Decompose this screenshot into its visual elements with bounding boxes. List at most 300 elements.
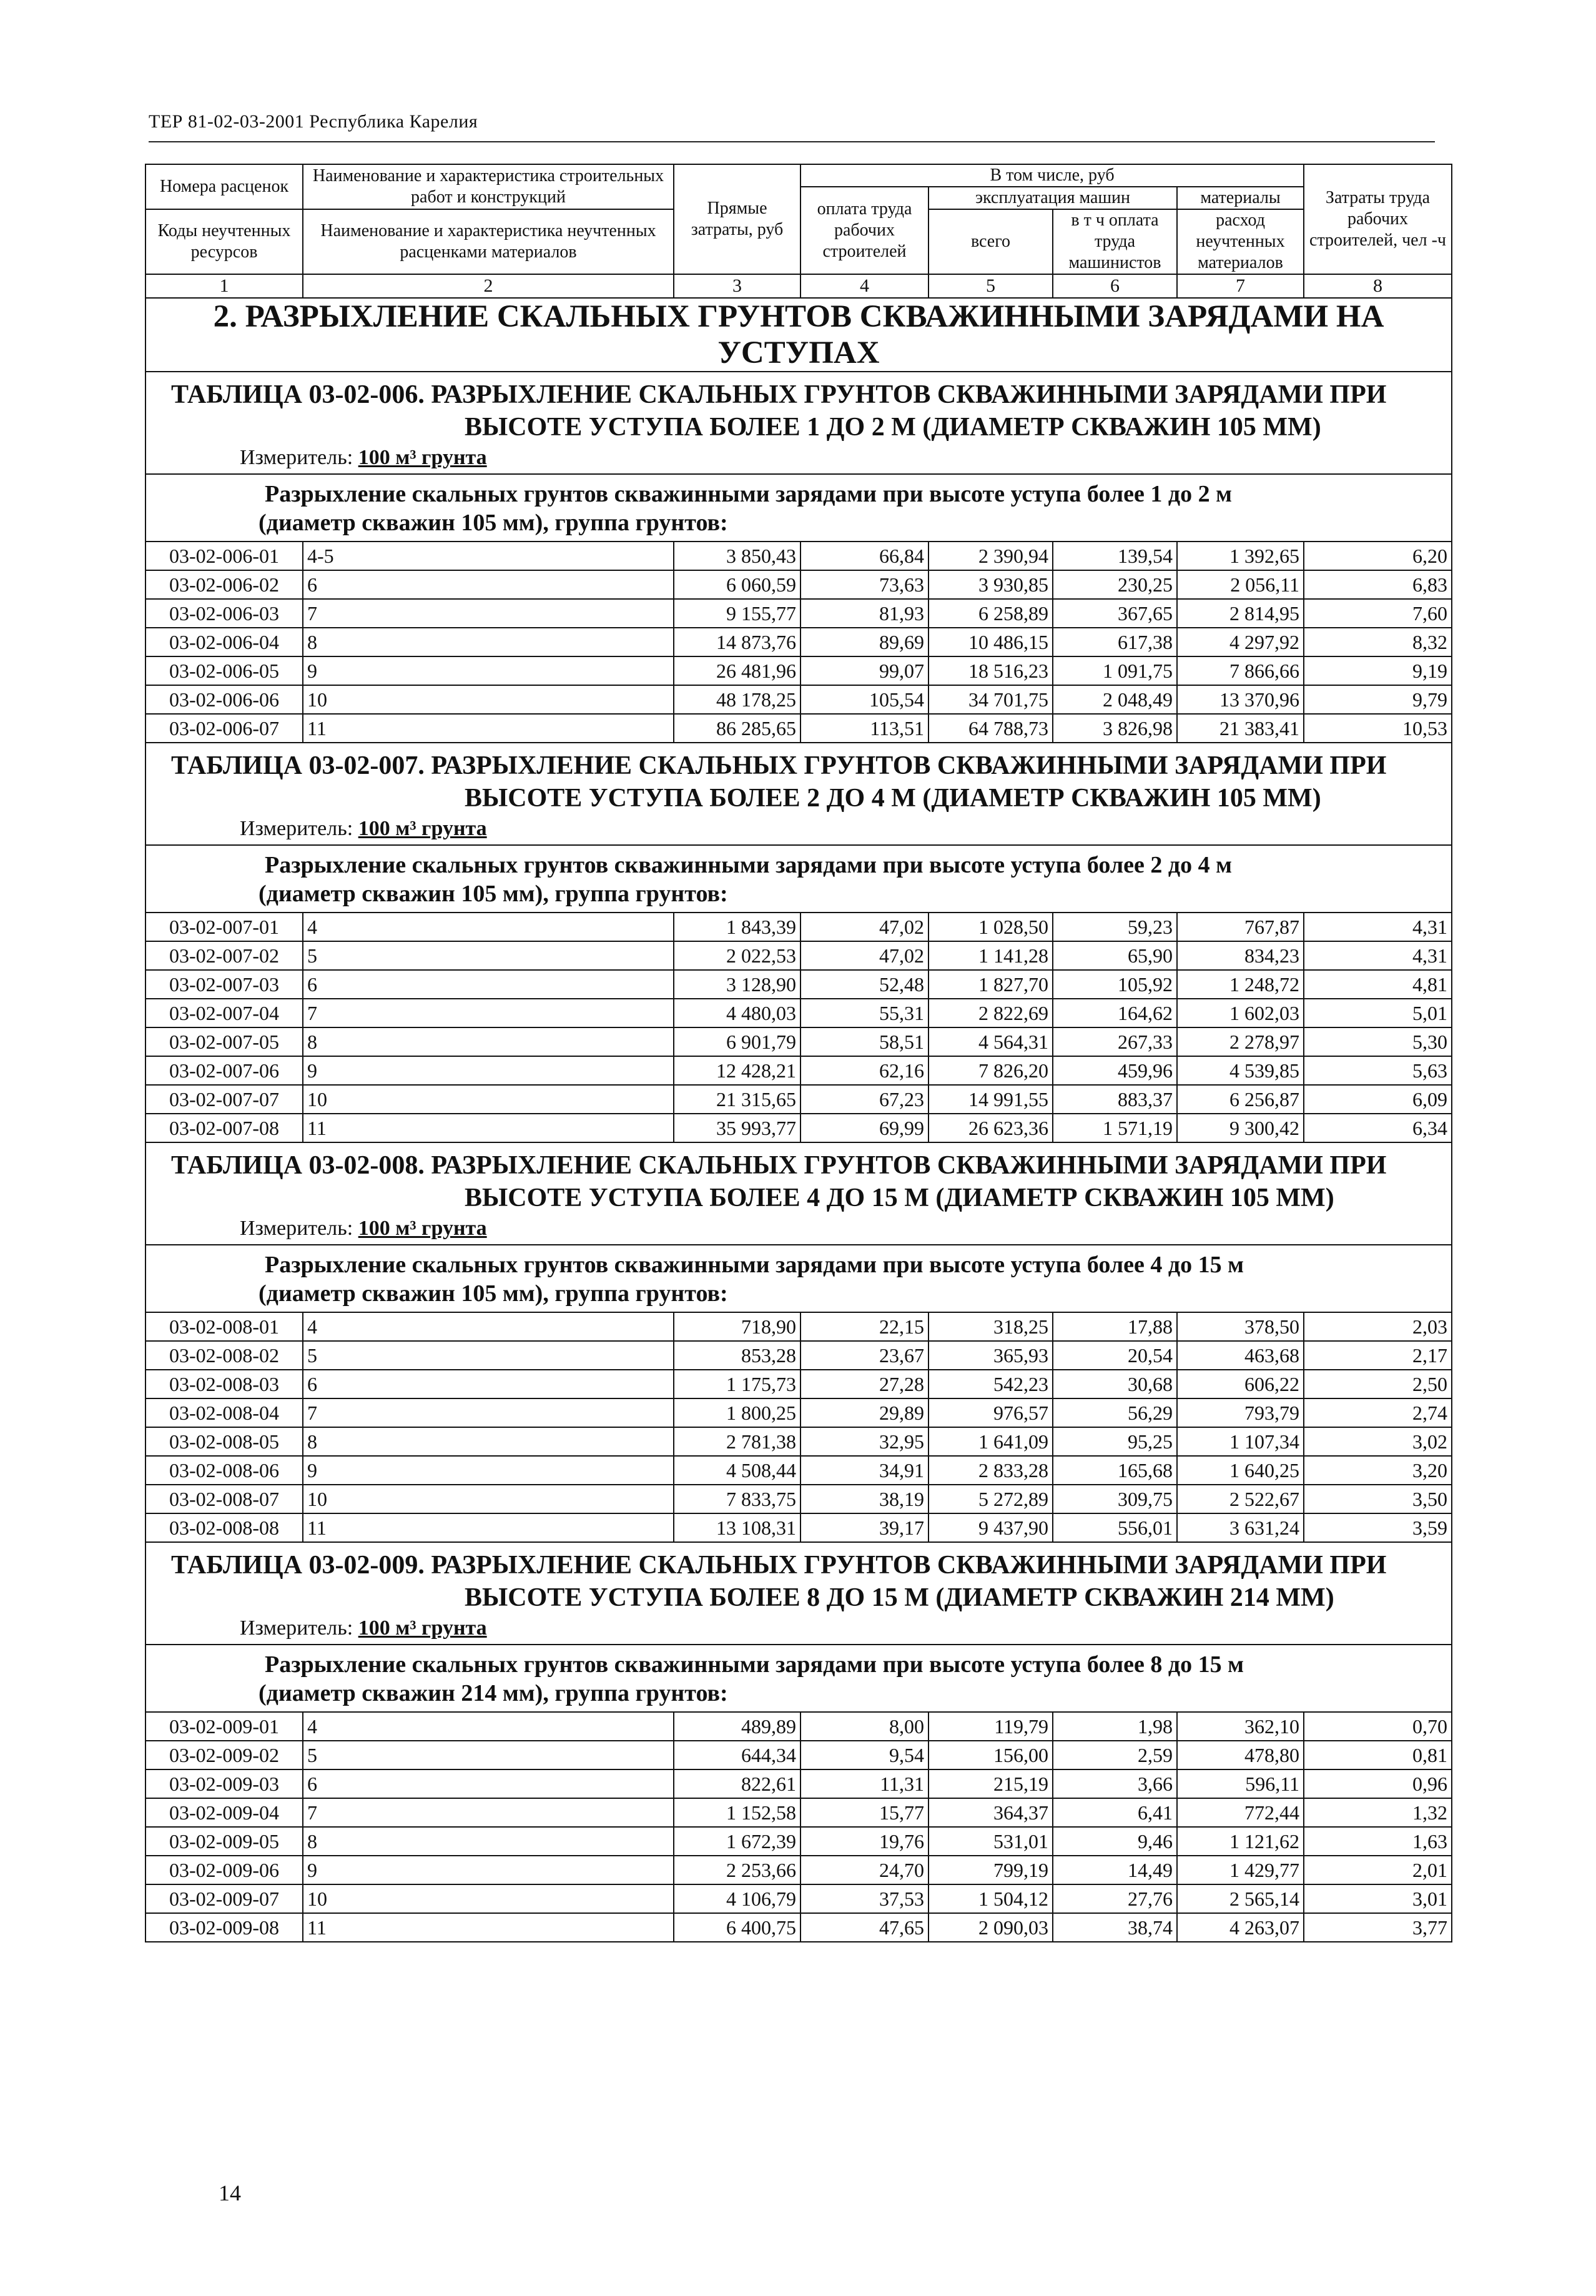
- table-cell: 834,23: [1177, 941, 1304, 970]
- table-cell: 14 873,76: [674, 628, 800, 656]
- table-cell: 47,02: [800, 941, 929, 970]
- table-cell: 976,57: [929, 1398, 1053, 1427]
- table-cell: 03-02-009-04: [145, 1798, 303, 1827]
- table-cell: 853,28: [674, 1341, 800, 1370]
- table-row: [145, 1913, 1452, 1942]
- table-cell: 2,74: [1304, 1398, 1452, 1427]
- table-cell: 13 370,96: [1177, 685, 1304, 714]
- table-row: [145, 1798, 1452, 1827]
- table-cell: 215,19: [929, 1769, 1053, 1798]
- table-cell: 03-02-009-05: [145, 1827, 303, 1856]
- table-cell: 4 106,79: [674, 1884, 800, 1913]
- measure-unit: 100 м³ грунта: [358, 1217, 487, 1240]
- table-description: [145, 1645, 1452, 1712]
- table-cell: 11: [303, 1913, 674, 1942]
- measure-unit: 100 м³ грунта: [358, 817, 487, 840]
- table-cell: 8: [303, 1427, 674, 1456]
- table-cell: 22,15: [800, 1312, 929, 1341]
- table-cell: 2,17: [1304, 1341, 1452, 1370]
- table-cell: 2 822,69: [929, 999, 1053, 1027]
- table-cell: 6 901,79: [674, 1027, 800, 1056]
- table-row: [145, 941, 1452, 970]
- table-cell: 165,68: [1053, 1456, 1177, 1485]
- table-cell: 48 178,25: [674, 685, 800, 714]
- table-cell: 9 155,77: [674, 599, 800, 628]
- table-title-line-2: ВЫСОТЕ УСТУПА БОЛЕЕ 8 ДО 15 М (ДИАМЕТР СКВАЖИН 214 ММ): [465, 1583, 1334, 1612]
- table-cell: 8: [303, 628, 674, 656]
- col-materials: материалы: [1177, 187, 1304, 209]
- table-cell: 11,31: [800, 1769, 929, 1798]
- table-cell: 69,99: [800, 1114, 929, 1142]
- table-cell: 27,28: [800, 1370, 929, 1398]
- section: [145, 298, 1452, 372]
- table-cell: 2,59: [1053, 1741, 1177, 1769]
- column-number: 3: [674, 274, 800, 298]
- table-cell: 3 128,90: [674, 970, 800, 999]
- table-title-line-1: ТАБЛИЦА 03-02-009. РАЗРЫХЛЕНИЕ СКАЛЬНЫХ ГРУНТОВ СКВАЖИННЫМИ ЗАРЯДАМИ ПРИ: [171, 1551, 1387, 1580]
- table-cell: 4: [303, 1312, 674, 1341]
- table-cell: 596,11: [1177, 1769, 1304, 1798]
- table-cell: 9,54: [800, 1741, 929, 1769]
- table-cell: 4: [303, 1712, 674, 1741]
- table-cell: 7: [303, 599, 674, 628]
- table-cell: 0,96: [1304, 1769, 1452, 1798]
- table-cell: 21 383,41: [1177, 714, 1304, 743]
- table-cell: 9,79: [1304, 685, 1452, 714]
- table-cell: 3,01: [1304, 1884, 1452, 1913]
- table-cell: 03-02-008-04: [145, 1398, 303, 1427]
- table-cell: 3 631,24: [1177, 1513, 1304, 1542]
- description-line-2: (диаметр скважин 214 мм), группа грунтов:: [259, 1680, 728, 1706]
- table-cell: 35 993,77: [674, 1114, 800, 1142]
- table-cell: 318,25: [929, 1312, 1053, 1341]
- table-cell: 7 826,20: [929, 1056, 1053, 1085]
- table-cell: 03-02-006-03: [145, 599, 303, 628]
- table-row: [145, 1427, 1452, 1456]
- table-cell: 9: [303, 1456, 674, 1485]
- section-title: 2. РАЗРЫХЛЕНИЕ СКАЛЬНЫХ ГРУНТОВ СКВАЖИННЫМИ ЗАРЯДАМИ НА УСТУПАХ: [145, 298, 1452, 372]
- price-sheet: [145, 164, 1451, 1942]
- table-cell: 1 640,25: [1177, 1456, 1304, 1485]
- col-machines: эксплуатация машин: [929, 187, 1177, 209]
- table-cell: 6,34: [1304, 1114, 1452, 1142]
- table-cell: 03-02-007-02: [145, 941, 303, 970]
- table-cell: 8,00: [800, 1712, 929, 1741]
- table-cell: 9: [303, 1856, 674, 1884]
- table-cell: 1 641,09: [929, 1427, 1053, 1456]
- table-cell: 4 564,31: [929, 1027, 1053, 1056]
- table-cell: 3,66: [1053, 1769, 1177, 1798]
- table-cell: 2 833,28: [929, 1456, 1053, 1485]
- table-cell: 1 843,39: [674, 913, 800, 941]
- description-line-1: Разрыхление скальных грунтов скважинными зарядами при высоте уступа более 2 до 4 м: [265, 852, 1233, 878]
- table-cell: 03-02-006-04: [145, 628, 303, 656]
- table-cell: 230,25: [1053, 570, 1177, 599]
- table-cell: 309,75: [1053, 1485, 1177, 1513]
- table-cell: 1 121,62: [1177, 1827, 1304, 1856]
- table-description: [145, 1245, 1452, 1312]
- table-cell: 5: [303, 1341, 674, 1370]
- table-cell: 56,29: [1053, 1398, 1177, 1427]
- table-cell: 10: [303, 685, 674, 714]
- table-row: [145, 913, 1452, 941]
- table-cell: 1 107,34: [1177, 1427, 1304, 1456]
- table-cell: 47,02: [800, 913, 929, 941]
- table-row: [145, 542, 1452, 570]
- col-codes-top: Номера расценок: [145, 164, 303, 209]
- table-cell: 105,54: [800, 685, 929, 714]
- table-row: [145, 1884, 1452, 1913]
- table-cell: 2 814,95: [1177, 599, 1304, 628]
- table-description: [145, 474, 1452, 542]
- table-cell: 3,02: [1304, 1427, 1452, 1456]
- table-cell: 1,98: [1053, 1712, 1177, 1741]
- table-cell: 164,62: [1053, 999, 1177, 1027]
- table-cell: 14 991,55: [929, 1085, 1053, 1114]
- measure-label: Измеритель:: [240, 446, 353, 469]
- table-cell: 8: [303, 1827, 674, 1856]
- table-cell: 34 701,75: [929, 685, 1053, 714]
- table-cell: 12 428,21: [674, 1056, 800, 1085]
- table-cell: 10: [303, 1884, 674, 1913]
- table-cell: 6: [303, 970, 674, 999]
- table-cell: 5,30: [1304, 1027, 1452, 1056]
- table-cell: 2 278,97: [1177, 1027, 1304, 1056]
- table-cell: 606,22: [1177, 1370, 1304, 1398]
- col-codes-bottom: Коды неучтенных ресурсов: [145, 209, 303, 274]
- table-cell: 34,91: [800, 1456, 929, 1485]
- table-cell: 139,54: [1053, 542, 1177, 570]
- table-row: [145, 1856, 1452, 1884]
- table-cell: 38,74: [1053, 1913, 1177, 1942]
- table-header: [145, 164, 1452, 298]
- table-cell: 39,17: [800, 1513, 929, 1542]
- col-labor: Затраты труда рабочих строителей, чел -ч: [1304, 164, 1452, 274]
- table-cell: 1 175,73: [674, 1370, 800, 1398]
- table-cell: 1,32: [1304, 1798, 1452, 1827]
- table-row: [145, 1513, 1452, 1542]
- table-cell: 459,96: [1053, 1056, 1177, 1085]
- description-line-2: (диаметр скважин 105 мм), группа грунтов:: [259, 510, 728, 536]
- table-cell: 718,90: [674, 1312, 800, 1341]
- col-machinist-wages: в т ч оплата труда машинистов: [1053, 209, 1177, 274]
- table-cell: 1 827,70: [929, 970, 1053, 999]
- table-cell: 5,01: [1304, 999, 1452, 1027]
- table-cell: 7,60: [1304, 599, 1452, 628]
- table-cell: 19,76: [800, 1827, 929, 1856]
- table-cell: 03-02-007-03: [145, 970, 303, 999]
- table-row: [145, 1741, 1452, 1769]
- description-line-2: (диаметр скважин 105 мм), группа грунтов:: [259, 881, 728, 907]
- table-cell: 1,63: [1304, 1827, 1452, 1856]
- col-including: В том числе, руб: [800, 164, 1304, 187]
- table-cell: 2,01: [1304, 1856, 1452, 1884]
- table-cell: 367,65: [1053, 599, 1177, 628]
- table-cell: 14,49: [1053, 1856, 1177, 1884]
- table-cell: 822,61: [674, 1769, 800, 1798]
- table-row: [145, 1341, 1452, 1370]
- table-cell: 03-02-007-08: [145, 1114, 303, 1142]
- measure-label: Измеритель:: [240, 1616, 353, 1640]
- table-cell: 03-02-008-08: [145, 1513, 303, 1542]
- table-cell: 6,83: [1304, 570, 1452, 599]
- table-row: [145, 1827, 1452, 1856]
- description-line-2: (диаметр скважин 105 мм), группа грунтов:: [259, 1280, 728, 1307]
- table-cell: 1 028,50: [929, 913, 1053, 941]
- table-cell: 2 090,03: [929, 1913, 1053, 1942]
- table-row: [145, 1027, 1452, 1056]
- table-row: [145, 1370, 1452, 1398]
- table-cell: 03-02-008-05: [145, 1427, 303, 1456]
- table-cell: 4,81: [1304, 970, 1452, 999]
- table-cell: 03-02-009-08: [145, 1913, 303, 1942]
- table-cell: 65,90: [1053, 941, 1177, 970]
- table-cell: 362,10: [1177, 1712, 1304, 1741]
- table-cell: 5: [303, 941, 674, 970]
- table-cell: 772,44: [1177, 1798, 1304, 1827]
- table-cell: 1 504,12: [929, 1884, 1053, 1913]
- table-cell: 2 056,11: [1177, 570, 1304, 599]
- header-rule: [149, 141, 1435, 142]
- table-cell: 9: [303, 1056, 674, 1085]
- description-line-1: Разрыхление скальных грунтов скважинными зарядами при высоте уступа более 4 до 15 м: [265, 1252, 1244, 1278]
- table-cell: 4 539,85: [1177, 1056, 1304, 1085]
- table-cell: 644,34: [674, 1741, 800, 1769]
- measure: [145, 1614, 1452, 1645]
- table-cell: 2 253,66: [674, 1856, 800, 1884]
- column-number: 8: [1304, 274, 1452, 298]
- col-unaccounted-materials: расход неучтенных материалов: [1177, 209, 1304, 274]
- table-cell: 03-02-008-03: [145, 1370, 303, 1398]
- table-cell: 5: [303, 1741, 674, 1769]
- column-number: 4: [800, 274, 929, 298]
- measure-label: Измеритель:: [240, 1217, 353, 1240]
- table-cell: 489,89: [674, 1712, 800, 1741]
- table-cell: 2 048,49: [1053, 685, 1177, 714]
- table-row: [145, 999, 1452, 1027]
- table-cell: 03-02-006-05: [145, 656, 303, 685]
- table-cell: 7 866,66: [1177, 656, 1304, 685]
- col-name-top: Наименование и характеристика строительных работ и конструкций: [303, 164, 674, 209]
- table-cell: 47,65: [800, 1913, 929, 1942]
- table-cell: 03-02-007-04: [145, 999, 303, 1027]
- table-cell: 556,01: [1053, 1513, 1177, 1542]
- table-cell: 9: [303, 656, 674, 685]
- table-cell: 4-5: [303, 542, 674, 570]
- table-cell: 55,31: [800, 999, 929, 1027]
- table-cell: 03-02-006-07: [145, 714, 303, 743]
- table-cell: 463,68: [1177, 1341, 1304, 1370]
- table-cell: 03-02-008-02: [145, 1341, 303, 1370]
- column-number: 1: [145, 274, 303, 298]
- table-title: [145, 372, 1452, 443]
- table-cell: 3 850,43: [674, 542, 800, 570]
- table-cell: 52,48: [800, 970, 929, 999]
- col-name-bottom: Наименование и характеристика неучтенных расценками материалов: [303, 209, 674, 274]
- table-cell: 7: [303, 999, 674, 1027]
- table-cell: 32,95: [800, 1427, 929, 1456]
- table-cell: 1 392,65: [1177, 542, 1304, 570]
- table-cell: 1 141,28: [929, 941, 1053, 970]
- table-title-line-1: ТАБЛИЦА 03-02-006. РАЗРЫХЛЕНИЕ СКАЛЬНЫХ ГРУНТОВ СКВАЖИННЫМИ ЗАРЯДАМИ ПРИ: [171, 380, 1387, 409]
- table-cell: 03-02-007-07: [145, 1085, 303, 1114]
- measure-unit: 100 м³ грунта: [358, 1616, 487, 1640]
- table-row: [145, 1769, 1452, 1798]
- col-machines-total: всего: [929, 209, 1053, 274]
- table-cell: 1 152,58: [674, 1798, 800, 1827]
- measure-label: Измеритель:: [240, 817, 353, 840]
- table-cell: 20,54: [1053, 1341, 1177, 1370]
- table-cell: 26 481,96: [674, 656, 800, 685]
- table-cell: 365,93: [929, 1341, 1053, 1370]
- table-cell: 03-02-009-03: [145, 1769, 303, 1798]
- table-cell: 1 602,03: [1177, 999, 1304, 1027]
- table-cell: 8,32: [1304, 628, 1452, 656]
- table-cell: 6,20: [1304, 542, 1452, 570]
- table-title: [145, 1142, 1452, 1214]
- measure: [145, 814, 1452, 845]
- table-cell: 7: [303, 1398, 674, 1427]
- table-cell: 03-02-009-01: [145, 1712, 303, 1741]
- table-cell: 11: [303, 714, 674, 743]
- table-cell: 5 272,89: [929, 1485, 1053, 1513]
- table-cell: 03-02-008-01: [145, 1312, 303, 1341]
- table-cell: 2,50: [1304, 1370, 1452, 1398]
- table-cell: 5,63: [1304, 1056, 1452, 1085]
- table-cell: 6,09: [1304, 1085, 1452, 1114]
- table-cell: 4 480,03: [674, 999, 800, 1027]
- table-row: [145, 1398, 1452, 1427]
- table-cell: 21 315,65: [674, 1085, 800, 1114]
- table-cell: 119,79: [929, 1712, 1053, 1741]
- table-cell: 531,01: [929, 1827, 1053, 1856]
- table-cell: 99,07: [800, 656, 929, 685]
- table-cell: 2 390,94: [929, 542, 1053, 570]
- table-cell: 15,77: [800, 1798, 929, 1827]
- table-cell: 0,81: [1304, 1741, 1452, 1769]
- tables-body: [145, 372, 1452, 1942]
- table-cell: 478,80: [1177, 1741, 1304, 1769]
- table-cell: 13 108,31: [674, 1513, 800, 1542]
- table-cell: 2 522,67: [1177, 1485, 1304, 1513]
- table-cell: 3,50: [1304, 1485, 1452, 1513]
- table-cell: 3 826,98: [1053, 714, 1177, 743]
- table-cell: 18 516,23: [929, 656, 1053, 685]
- table-row: [145, 714, 1452, 743]
- table-cell: 17,88: [1053, 1312, 1177, 1341]
- table-cell: 7 833,75: [674, 1485, 800, 1513]
- table-cell: 11: [303, 1114, 674, 1142]
- table-cell: 883,37: [1053, 1085, 1177, 1114]
- table-cell: 113,51: [800, 714, 929, 743]
- column-number: 2: [303, 274, 674, 298]
- table-cell: 10 486,15: [929, 628, 1053, 656]
- table-title-line-2: ВЫСОТЕ УСТУПА БОЛЕЕ 1 ДО 2 М (ДИАМЕТР СКВАЖИН 105 ММ): [465, 413, 1321, 442]
- table-cell: 3,59: [1304, 1513, 1452, 1542]
- table-cell: 29,89: [800, 1398, 929, 1427]
- table-description: [145, 845, 1452, 913]
- table-row: [145, 970, 1452, 999]
- table-cell: 27,76: [1053, 1884, 1177, 1913]
- table-cell: 23,67: [800, 1341, 929, 1370]
- table-cell: 11: [303, 1513, 674, 1542]
- table-cell: 4,31: [1304, 913, 1452, 941]
- table-cell: 9 437,90: [929, 1513, 1053, 1542]
- table-cell: 86 285,65: [674, 714, 800, 743]
- table-cell: 3 930,85: [929, 570, 1053, 599]
- table-row: [145, 656, 1452, 685]
- table-cell: 58,51: [800, 1027, 929, 1056]
- table-title: [145, 743, 1452, 814]
- table-cell: 793,79: [1177, 1398, 1304, 1427]
- table-cell: 64 788,73: [929, 714, 1053, 743]
- table-cell: 03-02-006-02: [145, 570, 303, 599]
- column-numbers: [145, 274, 1452, 298]
- measure: [145, 443, 1452, 474]
- table-cell: 3,77: [1304, 1913, 1452, 1942]
- column-number: 6: [1053, 274, 1177, 298]
- table-cell: 2,03: [1304, 1312, 1452, 1341]
- table-title-line-1: ТАБЛИЦА 03-02-007. РАЗРЫХЛЕНИЕ СКАЛЬНЫХ ГРУНТОВ СКВАЖИННЫМИ ЗАРЯДАМИ ПРИ: [171, 751, 1387, 780]
- table-cell: 03-02-007-05: [145, 1027, 303, 1056]
- table-cell: 66,84: [800, 542, 929, 570]
- table-cell: 6: [303, 1769, 674, 1798]
- table-cell: 0,70: [1304, 1712, 1452, 1741]
- table-row: [145, 1056, 1452, 1085]
- table-cell: 1 429,77: [1177, 1856, 1304, 1884]
- table-cell: 767,87: [1177, 913, 1304, 941]
- table-cell: 73,63: [800, 570, 929, 599]
- table-cell: 1 091,75: [1053, 656, 1177, 685]
- table-cell: 617,38: [1053, 628, 1177, 656]
- table-cell: 62,16: [800, 1056, 929, 1085]
- measure-unit: 100 м³ грунта: [358, 446, 487, 469]
- table-title-line-2: ВЫСОТЕ УСТУПА БОЛЕЕ 2 ДО 4 М (ДИАМЕТР СКВАЖИН 105 ММ): [465, 784, 1321, 813]
- table-cell: 9 300,42: [1177, 1114, 1304, 1142]
- table-cell: 1 672,39: [674, 1827, 800, 1856]
- table-cell: 1 248,72: [1177, 970, 1304, 999]
- table-cell: 7: [303, 1798, 674, 1827]
- description-line-1: Разрыхление скальных грунтов скважинными зарядами при высоте уступа более 1 до 2 м: [265, 481, 1233, 507]
- table-cell: 03-02-006-01: [145, 542, 303, 570]
- table-cell: 59,23: [1053, 913, 1177, 941]
- table-row: [145, 1114, 1452, 1142]
- column-number: 5: [929, 274, 1053, 298]
- table-cell: 8: [303, 1027, 674, 1056]
- col-wages: оплата труда рабочих строителей: [800, 187, 929, 274]
- table-row: [145, 599, 1452, 628]
- table-cell: 6: [303, 570, 674, 599]
- table-cell: 2 781,38: [674, 1427, 800, 1456]
- table-row: [145, 685, 1452, 714]
- table-cell: 4 508,44: [674, 1456, 800, 1485]
- table-cell: 10,53: [1304, 714, 1452, 743]
- table-cell: 03-02-008-06: [145, 1456, 303, 1485]
- table-cell: 267,33: [1053, 1027, 1177, 1056]
- table-cell: 1 800,25: [674, 1398, 800, 1427]
- table-cell: 9,46: [1053, 1827, 1177, 1856]
- page-number: 14: [219, 2180, 241, 2205]
- table-row: [145, 628, 1452, 656]
- table-row: [145, 1485, 1452, 1513]
- table-cell: 03-02-009-02: [145, 1741, 303, 1769]
- table-cell: 03-02-007-01: [145, 913, 303, 941]
- table-cell: 81,93: [800, 599, 929, 628]
- table-cell: 6 258,89: [929, 599, 1053, 628]
- table-cell: 30,68: [1053, 1370, 1177, 1398]
- table-cell: 6 256,87: [1177, 1085, 1304, 1114]
- table-cell: 6 060,59: [674, 570, 800, 599]
